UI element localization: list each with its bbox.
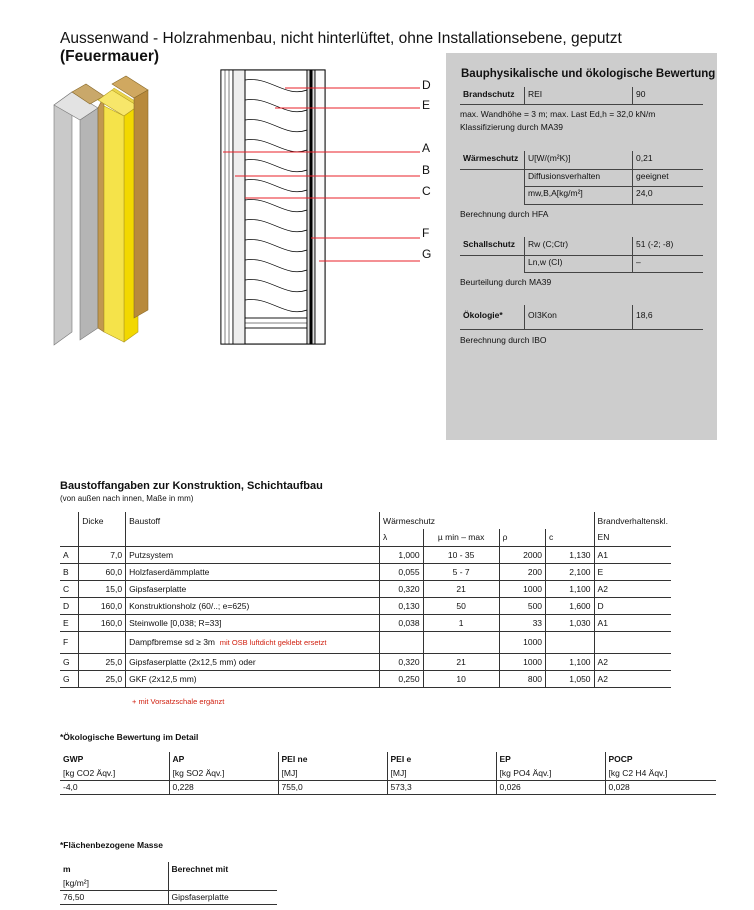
- waermeschutz-row-1: [460, 151, 703, 170]
- row-id: G: [60, 670, 79, 687]
- waermeschutz-label: Wärmeschutz: [463, 153, 519, 163]
- ep-value: 0,026: [496, 780, 605, 794]
- row-rho: 1000: [499, 653, 545, 670]
- row-c: [546, 631, 595, 653]
- row-en: D: [594, 597, 671, 614]
- row-lambda: [380, 631, 424, 653]
- masse-table: [60, 862, 277, 905]
- row-en: A2: [594, 670, 671, 687]
- schallschutz-row-2: [524, 255, 703, 273]
- gwp-name: GWP: [63, 754, 84, 764]
- drawing-label-f: F: [422, 226, 430, 240]
- row-mu: 1: [423, 614, 499, 631]
- row-c: 1,030: [546, 614, 595, 631]
- row-stoff: Holzfaserdämmplatte: [126, 563, 380, 580]
- row-mu: 10 - 35: [423, 546, 499, 563]
- row-mu: 10: [423, 670, 499, 687]
- table-row: [60, 563, 671, 580]
- row-dicke: 160,0: [79, 614, 126, 631]
- row-en: A2: [594, 580, 671, 597]
- oekologie-value: 18,6: [632, 305, 703, 329]
- schallschutz-note: Beurteilung durch MA39: [460, 277, 552, 287]
- row-mu: 21: [423, 653, 499, 670]
- row-c: 1,050: [546, 670, 595, 687]
- row-note: mit OSB luftdicht geklebt ersetzt: [219, 638, 327, 647]
- row-id: F: [60, 631, 79, 653]
- table-row: [60, 580, 671, 597]
- row-dicke: [79, 631, 126, 653]
- row-c: 1,600: [546, 597, 595, 614]
- table-row: [60, 670, 671, 687]
- row-id: A: [60, 546, 79, 563]
- brandschutz-note-1: max. Wandhöhe = 3 m; max. Last Ed,h = 32,0 kN/m: [460, 109, 656, 119]
- waermeschutz-value-3: 24,0: [632, 186, 703, 204]
- gwp-unit: [kg CO2 Äqv.]: [60, 766, 169, 780]
- row-en: A1: [594, 546, 671, 563]
- wall-section-drawing: [215, 68, 440, 348]
- row-mu: [423, 631, 499, 653]
- masse-heading: *Flächenbezogene Masse: [60, 840, 163, 850]
- row-lambda: 0,038: [380, 614, 424, 631]
- title-line-1: Aussenwand - Holzrahmenbau, nicht hinterlüftet, ohne Installationsebene, geputzt: [60, 30, 622, 47]
- col-dicke: Dicke: [79, 512, 126, 529]
- row-c: 1,100: [546, 653, 595, 670]
- brandschutz-value: 90: [632, 87, 703, 104]
- title-line-2: (Feuermauer): [60, 48, 160, 65]
- row-dicke: 25,0: [79, 670, 126, 687]
- schallschutz-key-2: Ln,w (CI): [524, 255, 632, 272]
- peine-value: 755,0: [278, 780, 387, 794]
- drawing-label-d: D: [422, 78, 431, 92]
- brandschutz-row: [460, 87, 703, 105]
- oeko-detail-heading: *Ökologische Bewertung im Detail: [60, 732, 199, 742]
- row-stoff: GKF (2x12,5 mm): [126, 670, 380, 687]
- waermeschutz-row-2: [524, 169, 703, 187]
- masse-m-label: m: [63, 864, 71, 874]
- schallschutz-value-1: 51 (-2; -8): [632, 237, 703, 255]
- pocp-name: POCP: [605, 752, 716, 766]
- col-mu: µ min – max: [423, 529, 499, 546]
- masse-m-unit: [kg/m²]: [60, 876, 168, 890]
- baustoff-subheading: (von außen nach innen, Maße in mm): [60, 494, 194, 503]
- table-row: [60, 653, 671, 670]
- oeko-name-row: [60, 752, 716, 766]
- row-dicke: 25,0: [79, 653, 126, 670]
- ap-value: 0,228: [169, 780, 278, 794]
- schallschutz-key-1: Rw (C;Ctr): [524, 237, 632, 255]
- peine-name: PEI ne: [278, 752, 387, 766]
- row-id: B: [60, 563, 79, 580]
- row-rho: 800: [499, 670, 545, 687]
- schallschutz-label: Schallschutz: [463, 239, 515, 249]
- table-row: [60, 546, 671, 563]
- masse-unit-row: [60, 876, 277, 890]
- schallschutz-row-1: [460, 237, 703, 256]
- row-en: E: [594, 563, 671, 580]
- row-c: 1,100: [546, 580, 595, 597]
- row-id: G: [60, 653, 79, 670]
- peie-name: PEI e: [387, 752, 496, 766]
- masse-berechnet-value: Gipsfaserplatte: [168, 890, 277, 904]
- row-rho: 1000: [499, 631, 545, 653]
- waermeschutz-value-1: 0,21: [632, 151, 703, 169]
- panel-heading: Bauphysikalische und ökologische Bewertung: [461, 68, 716, 80]
- brandschutz-label: Brandschutz: [463, 89, 515, 99]
- oeko-unit-row: [60, 766, 716, 780]
- waermeschutz-key-2: Diffusionsverhalten: [524, 169, 632, 186]
- col-lambda: λ: [380, 529, 424, 546]
- row-c: 2,100: [546, 563, 595, 580]
- table-row: [60, 631, 671, 653]
- waermeschutz-note: Berechnung durch HFA: [460, 209, 549, 219]
- row-stoff: Gipsfaserplatte: [126, 580, 380, 597]
- oekologie-note: Berechnung durch IBO: [460, 335, 547, 345]
- oekologie-key: OI3Kon: [524, 305, 632, 329]
- waermeschutz-key-3: mw,B,A[kg/m²]: [524, 186, 632, 204]
- row-stoff: Putzsystem: [126, 546, 380, 563]
- col-baustoff: Baustoff: [126, 512, 380, 529]
- row-rho: 1000: [499, 580, 545, 597]
- ap-name: AP: [169, 752, 278, 766]
- row-en: [594, 631, 671, 653]
- drawing-label-g: G: [422, 247, 432, 261]
- oekologie-row: [460, 305, 703, 330]
- row-stoff: Steinwolle [0,038; R=33]: [126, 614, 380, 631]
- table-row: [60, 597, 671, 614]
- ep-unit: [kg PO4 Äqv.]: [496, 766, 605, 780]
- row-lambda: 0,320: [380, 653, 424, 670]
- col-rho: ρ: [499, 529, 545, 546]
- oeko-detail-table: [60, 752, 716, 795]
- pocp-unit: [kg C2 H4 Äqv.]: [605, 766, 716, 780]
- oeko-value-row: [60, 780, 716, 794]
- row-en: A2: [594, 653, 671, 670]
- brandschutz-note-2: Klassifizierung durch MA39: [460, 122, 563, 132]
- row-stoff-cell: [126, 631, 380, 653]
- brandschutz-key: REI: [524, 87, 632, 104]
- row-mu: 5 - 7: [423, 563, 499, 580]
- row-mu: 50: [423, 597, 499, 614]
- row-id: D: [60, 597, 79, 614]
- col-waermeschutz: Wärmeschutz: [380, 512, 546, 529]
- ap-unit: [kg SO2 Äqv.]: [169, 766, 278, 780]
- row-rho: 200: [499, 563, 545, 580]
- row-dicke: 15,0: [79, 580, 126, 597]
- drawing-label-c: C: [422, 184, 431, 198]
- drawing-label-a: A: [422, 141, 431, 155]
- col-brand: Brandverhaltenskl.: [594, 512, 671, 529]
- baustoff-footnote: + mit Vorsatzschale ergänzt: [132, 697, 225, 706]
- table-header-row: [60, 512, 671, 529]
- row-id: C: [60, 580, 79, 597]
- waermeschutz-key-1: U[W/(m²K)]: [524, 151, 632, 169]
- row-rho: 33: [499, 614, 545, 631]
- evaluation-panel: [446, 53, 717, 440]
- row-lambda: 0,320: [380, 580, 424, 597]
- row-lambda: 1,000: [380, 546, 424, 563]
- waermeschutz-row-3: [524, 186, 703, 205]
- row-mu: 21: [423, 580, 499, 597]
- baustoff-heading: Baustoffangaben zur Konstruktion, Schichtaufbau: [60, 480, 323, 492]
- peie-unit: [MJ]: [387, 766, 496, 780]
- row-rho: 2000: [499, 546, 545, 563]
- pocp-value: 0,028: [605, 780, 716, 794]
- waermeschutz-value-2: geeignet: [632, 169, 703, 186]
- peine-unit: [MJ]: [278, 766, 387, 780]
- gwp-value: -4,0: [60, 780, 169, 794]
- masse-name-row: [60, 862, 277, 876]
- masse-m-value: 76,50: [60, 890, 168, 904]
- oekologie-label: Ökologie*: [463, 310, 503, 320]
- masse-berechnet-label: Berechnet mit: [168, 862, 277, 876]
- masse-empty-cell: [168, 876, 277, 890]
- row-dicke: 160,0: [79, 597, 126, 614]
- table-subheader-row: [60, 529, 671, 546]
- baustoff-table: [60, 512, 671, 688]
- wall-3d-illustration: [52, 70, 172, 350]
- row-stoff: Dampfbremse sd ≥ 3m: [129, 637, 216, 647]
- row-rho: 500: [499, 597, 545, 614]
- col-en: EN: [594, 529, 671, 546]
- row-id: E: [60, 614, 79, 631]
- row-stoff: Gipsfaserplatte (2x12,5 mm) oder: [126, 653, 380, 670]
- row-dicke: 7,0: [79, 546, 126, 563]
- row-c: 1,130: [546, 546, 595, 563]
- col-c: c: [546, 529, 595, 546]
- peie-value: 573,3: [387, 780, 496, 794]
- row-stoff: Konstruktionsholz (60/..; e=625): [126, 597, 380, 614]
- table-row: [60, 614, 671, 631]
- row-dicke: 60,0: [79, 563, 126, 580]
- row-lambda: 0,250: [380, 670, 424, 687]
- row-lambda: 0,055: [380, 563, 424, 580]
- drawing-label-e: E: [422, 98, 431, 112]
- ep-name: EP: [496, 752, 605, 766]
- row-en: A1: [594, 614, 671, 631]
- masse-value-row: [60, 890, 277, 904]
- drawing-label-b: B: [422, 163, 431, 177]
- row-lambda: 0,130: [380, 597, 424, 614]
- schallschutz-value-2: –: [632, 255, 703, 272]
